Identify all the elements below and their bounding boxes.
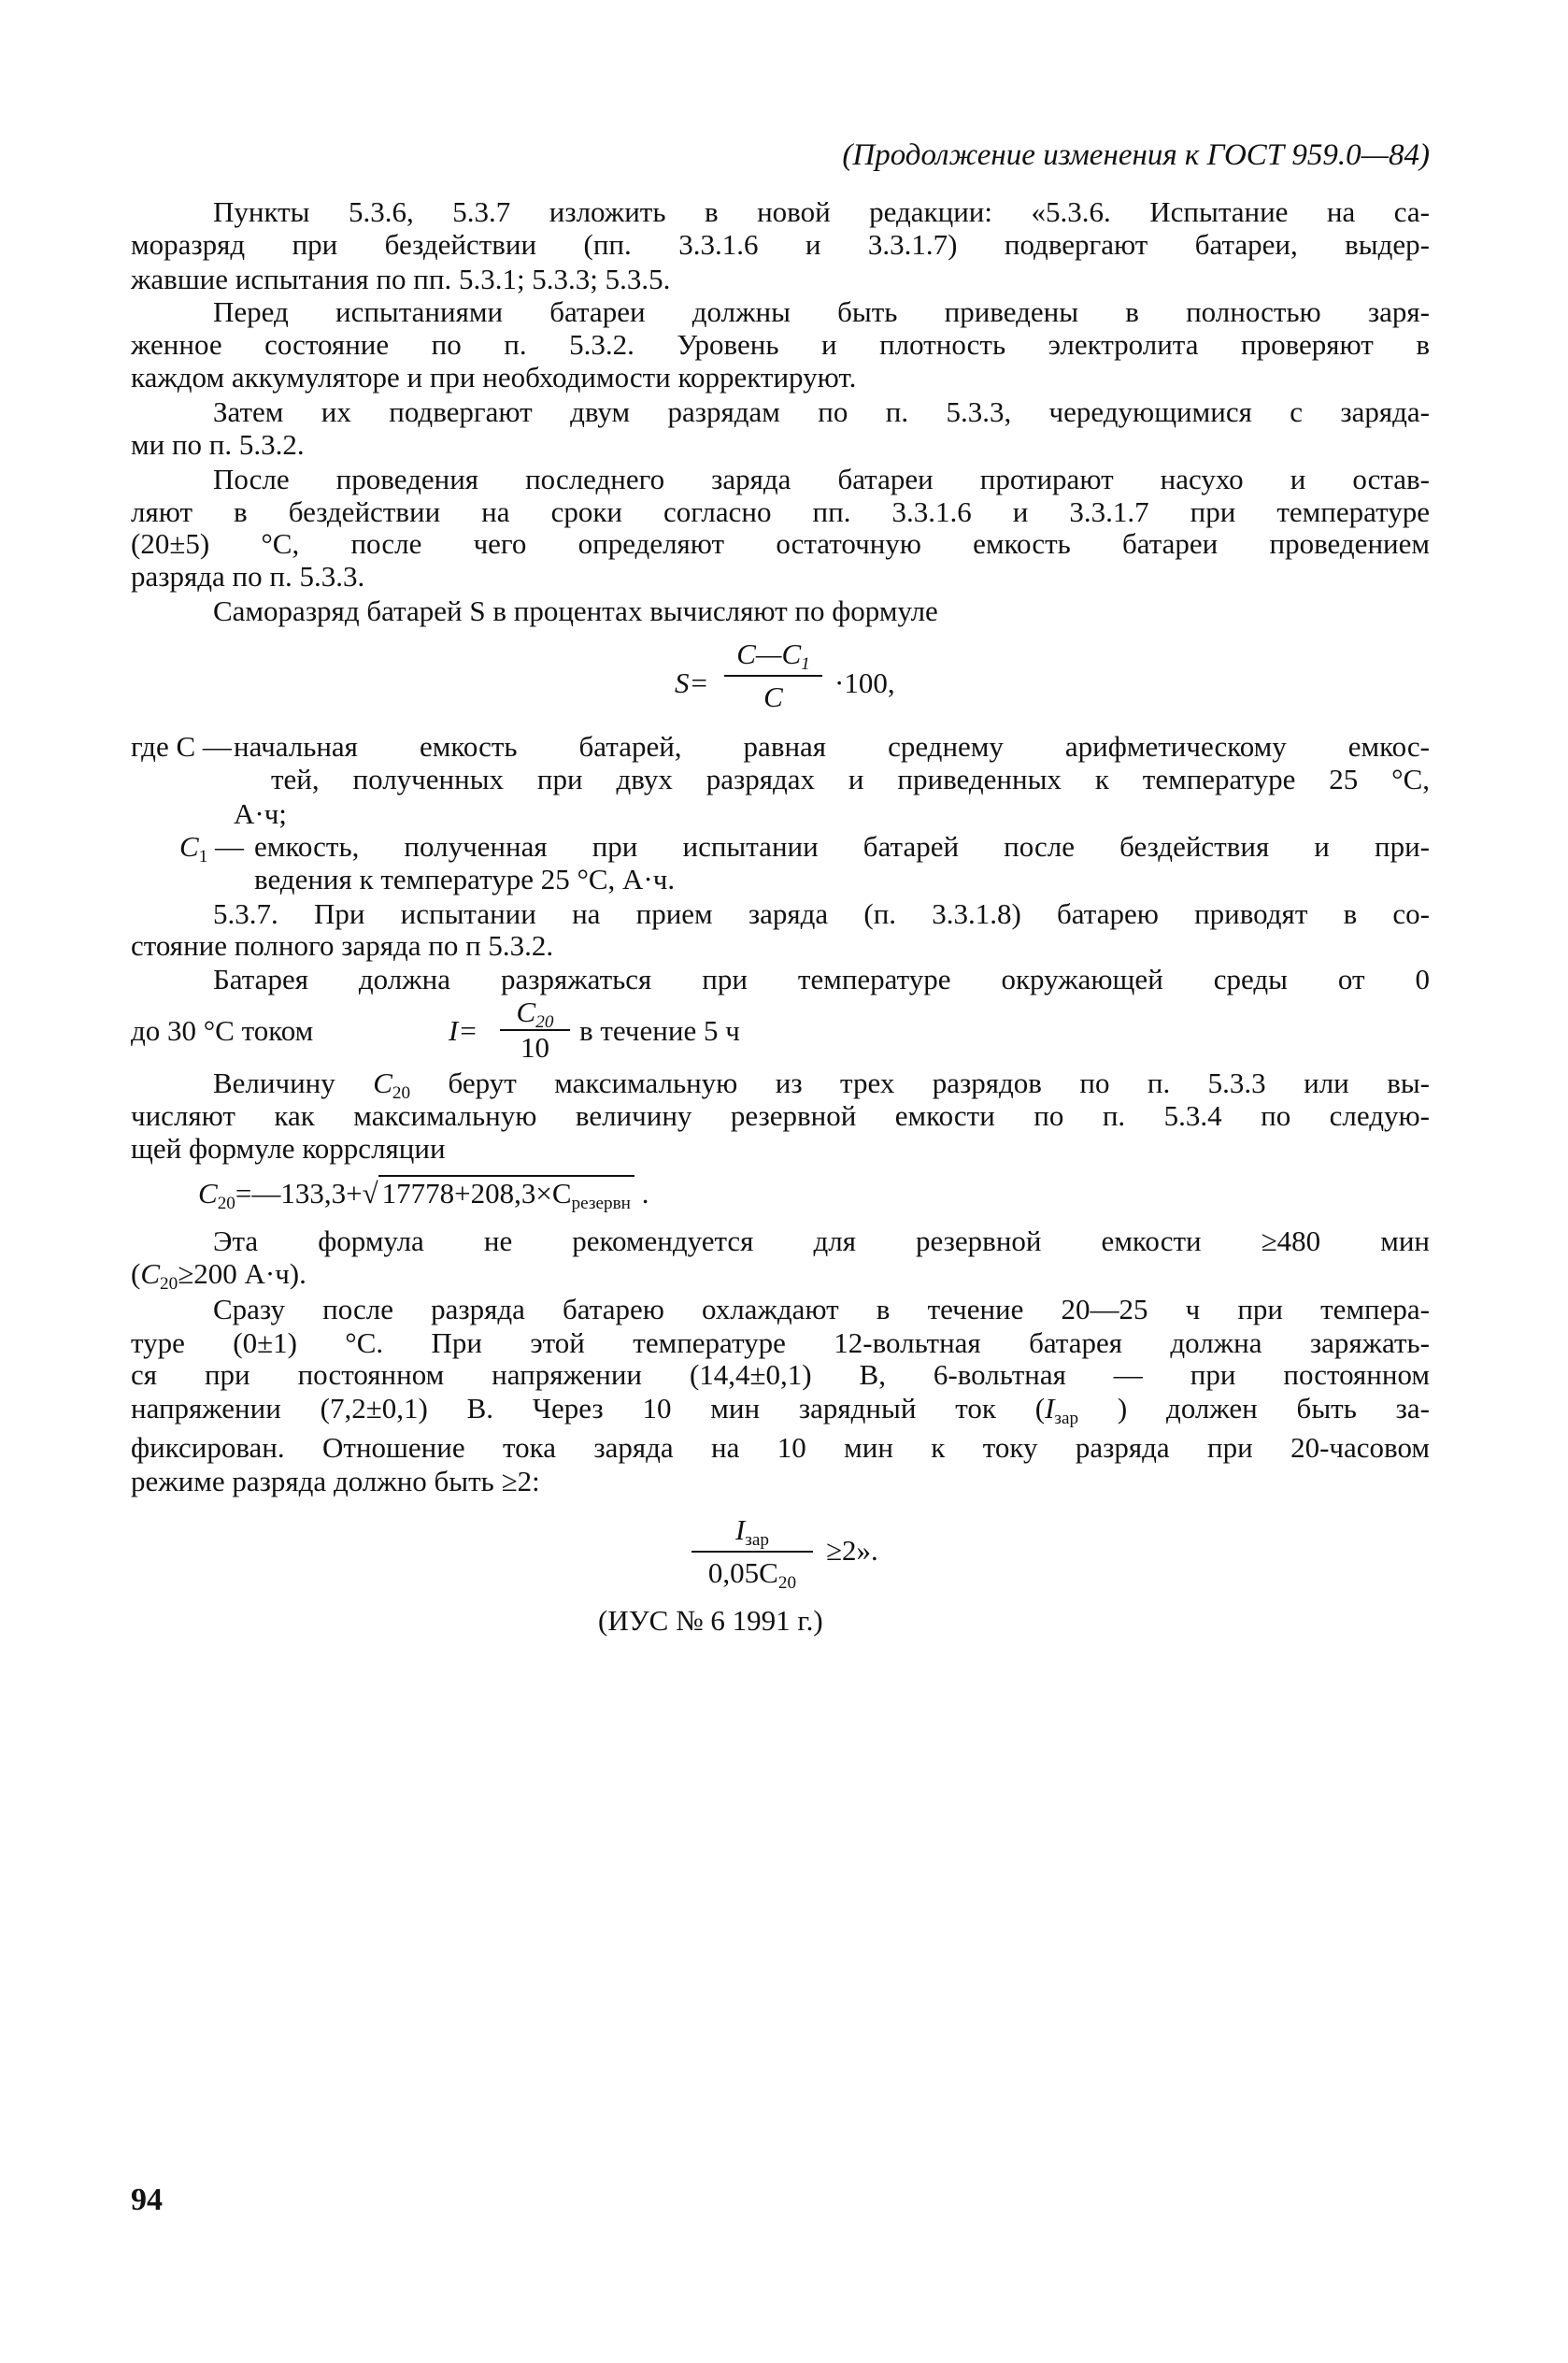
text-line: Батарея должна разряжаться при температуре окружающей среды от 0 [213,963,1430,995]
where-c-label: где C — [131,730,232,763]
fraction [500,997,570,1063]
text-line: Саморазряд батарей S в процентах вычисляют по формуле [213,594,938,627]
fraction [691,1511,813,1592]
text-line: ($C_{20}\ge 200$ А·ч). [131,1257,306,1294]
denominator: 10 [520,1031,549,1064]
where-c1-text: емкость, полученная при испытании батарей после бездействия и при- [254,830,1430,863]
text-line: Сразу после разряда батарею охлаждают в течение 20—25 ч при темпера- [213,1293,1430,1325]
text-line: ми по п. 5.3.2. [131,428,305,461]
running-header: (Продолжение изменения к ГОСТ 959.0—84) [842,138,1430,172]
where-c1-text: ведения к температуре 25 °С, А·ч. [254,863,676,895]
numerator: $C—C_1$ [736,637,810,674]
formula-tail: в течение 5 ч [579,1014,740,1047]
numerator: $C_{20}$ [516,995,554,1032]
source-reference: (ИУС № 6 1991 г.) [598,1604,823,1637]
denominator: $0,05C_{20}$ [707,1556,797,1593]
formula-prefix: до 30 °С током [131,1014,314,1047]
radical-sign: √ [362,1177,378,1210]
formula-lhs: S= [675,666,709,699]
radicand: $17778+208,3\times C_{резервн}$ [378,1175,634,1210]
page-number: 94 [131,2183,163,2217]
where-c1-label: $C_1$ — [179,830,245,866]
text-line: туре (0±1) °С. При этой температуре 12-вольтная батарея должна заряжать- [131,1326,1430,1359]
formula-c20-correlation: $C_{20}=—133,3+√$ $17778+208,3\times C_{резервн}$ . [198,1177,649,1213]
denominator: C [763,680,783,713]
text-line: каждом аккумуляторе и при необходимости корректируют. [131,361,857,394]
text-line: моразряд при бездействии (пп. 3.3.1.6 и 3.3.1.7) подвергают батареи, выдер- [131,228,1430,261]
fraction [724,636,822,716]
text-line: стояние полного заряда по п 5.3.2. [131,929,554,962]
where-c-text: А·ч; [234,797,287,830]
text-line: ся при постоянном напряжении (14,4±0,1) В, 6-вольтная — при постоянном [131,1358,1430,1391]
where-c-text: начальная емкость батарей, равная среднему арифметическому емкос- [234,730,1430,763]
text-line: разряда по п. 5.3.3. [131,560,365,593]
text-line: женное состояние по п. 5.3.2. Уровень и плотность электролита проверяют в [131,328,1430,361]
text-line: ляют в бездействии на сроки согласно пп. 3.3.1.6 и 3.3.1.7 при температуре [131,495,1430,528]
text-line: Эта формула не рекомендуется для резервной емкости ≥480 мин [213,1224,1430,1257]
text-line: напряжении (7,2±0,1) В. Через 10 мин зарядный ток ($I_{зар}$ ) должен быть за- [131,1392,1430,1428]
text-line: щей формуле коррсляции [131,1132,446,1165]
numerator: $I_{зар}$ [734,1513,770,1550]
text-line: После проведения последнего заряда батареи протирают насухо и остав- [213,463,1430,495]
where-c-text: тей, полученных при двух разрядах и приведенных к температуре 25 °С, [271,763,1430,795]
text-line: жавшие испытания по пп. 5.3.1; 5.3.3; 5.3.5. [131,263,671,295]
formula-tail: ·100, [834,666,895,699]
text-line: Перед испытаниями батареи должны быть приведены в полностью заря- [213,295,1430,328]
text-line: Затем их подвергают двум разрядам по п. 5.3.3, чередующимися с заряда- [213,395,1430,428]
text-line: Пункты 5.3.6, 5.3.7 изложить в новой редакции: «5.3.6. Испытание на са- [213,195,1430,228]
text-line: (20±5) °С, после чего определяют остаточную емкость батареи проведением [131,527,1430,560]
text-line: режиме разряда должно быть ≥2: [131,1465,540,1497]
formula-tail: ≥2». [826,1534,878,1567]
text-line: Величину $C_{20}$ берут максимальную из трех разрядов по п. 5.3.3 или вы- [213,1067,1430,1103]
text-line: числяют как максимальную величину резервной емкости по п. 5.3.4 по следую- [131,1099,1430,1132]
text-line: 5.3.7. При испытании на прием заряда (п. 3.3.1.8) батарею приводят в со- [213,897,1430,930]
formula-lhs: I= [449,1014,478,1047]
text-line: фиксирован. Отношение тока заряда на 10 мин к току разряда при 20-часовом [131,1431,1430,1464]
